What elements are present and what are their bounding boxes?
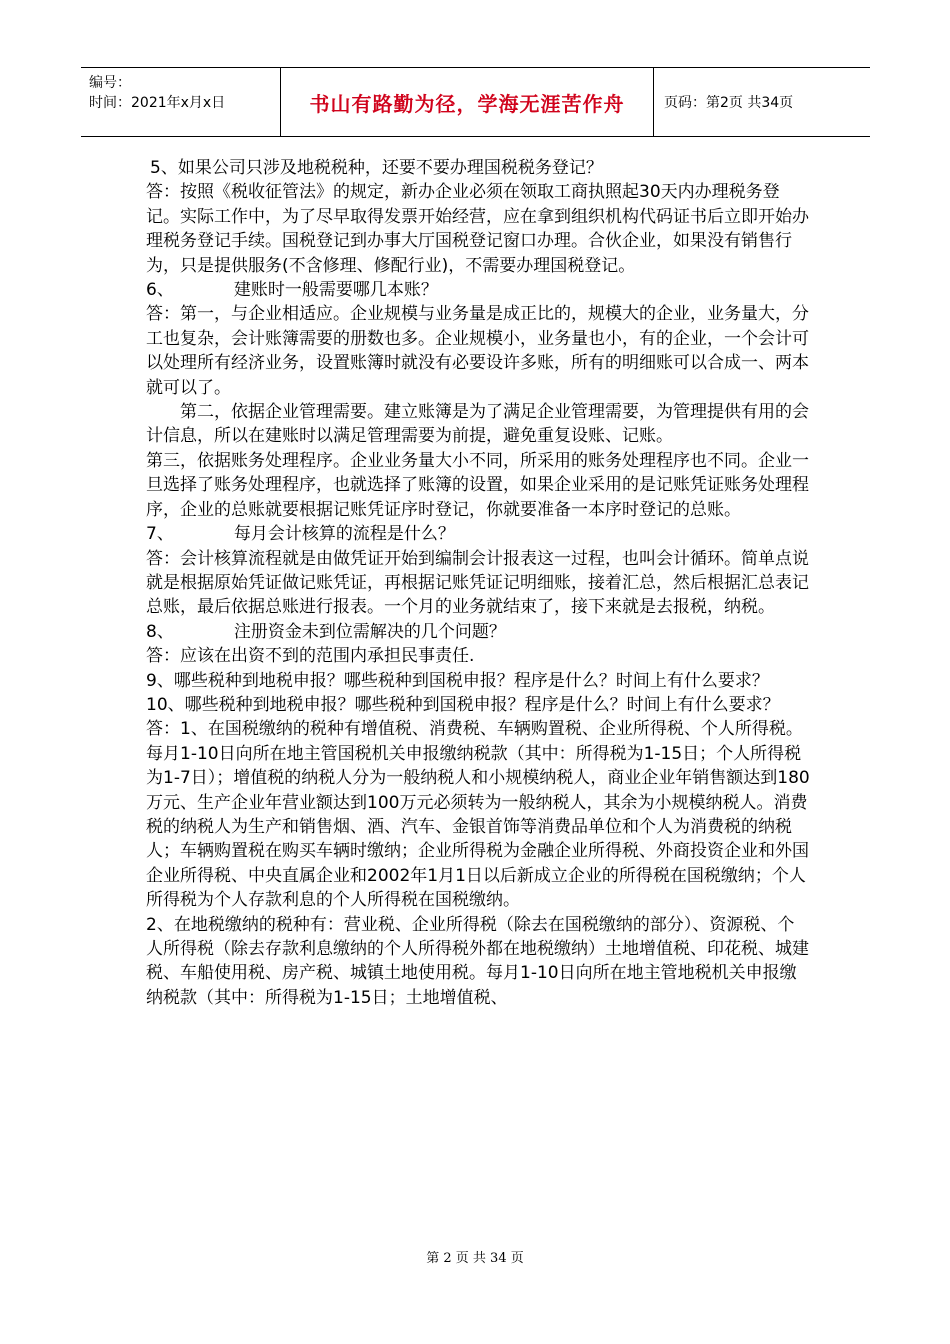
question-7-text: 每月会计核算的流程是什么？ (233, 524, 455, 545)
header-meta (81, 68, 281, 136)
page-footer: 第 2 页 共 34 页 (426, 1251, 524, 1266)
question-6 (146, 278, 810, 302)
motto-text: 书山有路勤为径，学海无涯苦作舟 (309, 91, 625, 116)
header-page-info: 页码：第2页 共34页 (664, 95, 794, 111)
question-6-text: 建账时一般需要哪几本账？ (233, 280, 438, 301)
answer-6-part-3: 第三，依据账务处理程序。企业业务量大小不同，所采用的账务处理程序也不同。企业一旦选择了账务处理程序，也就选择了账簿的设置，如果企业采用的是记账凭证账务处理程序，企业的总账就要根据记账凭证序时登记，你就要准备一本序时登记的总账。 (146, 450, 809, 520)
date-label: 时间：2021年x月x日 (89, 95, 226, 111)
header-motto (281, 68, 654, 136)
answer-5: 答：按照《税收征管法》的规定，新办企业必须在领取工商执照起30天内办理税务登记。实际工作中，为了尽早取得发票开始经营，应在拿到组织机构代码证书后立即开始办理税务登记手续。国税登记到办事大厅国税登记窗口办理。合伙企业，如果没有销售行为，只是提供服务(不含修理、修配行业)，不需要办理国税登记。 (146, 182, 809, 276)
question-5: 5、如果公司只涉及地税税种，还要不要办理国税税务登记？ (150, 158, 603, 178)
question-8-number: 8、 (146, 621, 174, 642)
question-7-number: 7、 (146, 524, 174, 545)
serial-label: 编号： (89, 75, 131, 91)
answer-10-part-2: 2、在地税缴纳的税种有：营业税、企业所得税（除去在国税缴纳的部分）、资源税、个人所得税（除去存款利息缴纳的个人所得税外都在地税缴纳）土地增值税、印花税、城建税、车船使用税、房产税、城镇土地使用税。每月1-10日向所在地主管地税机关申报缴纳税款（其中：所得税为1-15日；土地增值税、 (146, 914, 809, 1008)
answer-8: 答：应该在出资不到的范围内承担民事责任. (146, 646, 475, 667)
question-6-number: 6、 (146, 280, 174, 301)
answer-7: 答：会计核算流程就是由做凭证开始到编制会计报表这一过程，也叫会计循环。简单点说就是根据原始凭证做记账凭证，再根据记账凭证记明细账，接着汇总，然后根据汇总表记总账，最后依据总账进行报表。一个月的业务就结束了，接下来就是去报税，纳税。 (146, 548, 809, 618)
answer-6-part-2: 第二，依据企业管理需要。建立账簿是为了满足企业管理需要，为管理提供有用的会计信息，所以在建账时以满足管理需要为前提，避免重复设账、记账。 (146, 402, 809, 447)
answer-10-part-1: 答：1、在国税缴纳的税种有增值税、消费税、车辆购置税、企业所得税、个人所得税。每月1-10日向所在地主管国税机关申报缴纳税款（其中：所得税为1-15日；个人所得税为1-7日）；增值税的纳税人分为一般纳税人和小规模纳税人，商业企业年销售额达到180万元、生产企业年营业额达到100万元必须转为一般纳税人，其余为小规模纳税人。消费税的纳税人为生产和销售烟、酒、汽车、金银首饰等消费品单位和个人为消费税的纳税人；车辆购置税在购买车辆时缴纳；企业所得税为金融企业所得税、外商投资企业和外国企业所得税、中央直属企业和2002年1月1日以后新成立企业的所得税在国税缴纳；个人所得税为个人存款利息的个人所得税在国税缴纳。 (146, 719, 810, 911)
question-9: 9、哪些税种到地税申报？哪些税种到国税申报？程序是什么？时间上有什么要求？ (146, 670, 769, 691)
page-header (81, 67, 870, 137)
document-body (146, 156, 810, 1010)
question-8 (146, 620, 810, 644)
question-10: 10、哪些税种到地税申报？哪些税种到国税申报？程序是什么？时间上有什么要求？ (146, 694, 780, 715)
question-7 (146, 522, 810, 546)
question-8-text: 注册资金未到位需解决的几个问题？ (233, 621, 506, 642)
answer-6-part-1: 答：第一，与企业相适应。企业规模与业务量是成正比的，规模大的企业，业务量大，分工也复杂，会计账簿需要的册数也多。企业规模小，业务量也小，有的企业，一个会计可以处理所有经济业务，设置账簿时就没有必要设许多账，所有的明细账可以合成一、两本就可以了。 (146, 304, 809, 398)
